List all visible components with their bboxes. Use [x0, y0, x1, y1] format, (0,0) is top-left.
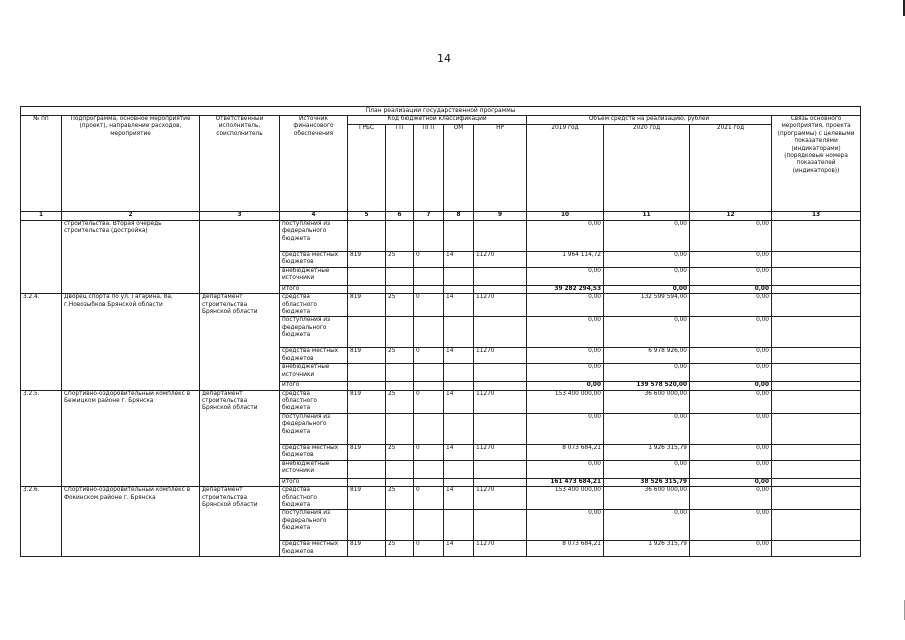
- grbs-code: 819: [348, 252, 386, 268]
- responsible-executor: департамент строительства Брянской области: [200, 390, 280, 486]
- amount-2019: 0,00: [527, 510, 604, 541]
- indicator-link: [772, 444, 861, 460]
- indicator-link: [772, 510, 861, 541]
- grbs-code: [348, 510, 386, 541]
- activity-name: Спортивно-оздоровительный комплекс в Бежицком районе г. Брянска: [62, 390, 200, 486]
- nr-code: 11270: [474, 390, 527, 413]
- amount-2019: 153 400 000,00: [527, 487, 604, 510]
- gp-code: 25: [386, 252, 414, 268]
- om-code: [444, 285, 474, 293]
- om-code: [444, 510, 474, 541]
- pgp-code: [414, 221, 444, 252]
- nr-code: 11270: [474, 294, 527, 317]
- column-numbers-row: [21, 212, 861, 221]
- gp-code: 25: [386, 390, 414, 413]
- pgp-code: [414, 285, 444, 293]
- gp-code: [386, 382, 414, 390]
- amount-2021: 0,00: [690, 221, 772, 252]
- header-nr: НР: [474, 125, 527, 212]
- funding-source: средства областного бюджета: [280, 487, 348, 510]
- amount-2021: 0,00: [690, 487, 772, 510]
- grbs-code: 819: [348, 444, 386, 460]
- amount-2021: 0,00: [690, 444, 772, 460]
- nr-code: 11270: [474, 487, 527, 510]
- funding-source: поступления из федерального бюджета: [280, 317, 348, 348]
- table-row: [21, 221, 861, 252]
- amount-2020: 0,00: [604, 317, 690, 348]
- column-number: 12: [690, 212, 772, 221]
- nr-code: 11270: [474, 252, 527, 268]
- grbs-code: 819: [348, 541, 386, 557]
- total-2019: 0,00: [527, 382, 604, 390]
- funding-source: поступления из федерального бюджета: [280, 413, 348, 444]
- nr-code: [474, 413, 527, 444]
- amount-2019: 0,00: [527, 364, 604, 382]
- amount-2020: 0,00: [604, 221, 690, 252]
- amount-2021: 0,00: [690, 541, 772, 557]
- grbs-code: [348, 317, 386, 348]
- amount-2021: 0,00: [690, 510, 772, 541]
- amount-2021: 0,00: [690, 364, 772, 382]
- om-code: [444, 478, 474, 486]
- grbs-code: [348, 364, 386, 382]
- indicator-link: [772, 364, 861, 382]
- nr-code: [474, 460, 527, 478]
- grbs-code: [348, 460, 386, 478]
- pgp-code: 0: [414, 348, 444, 364]
- header-grbs: ГРБС: [348, 125, 386, 212]
- gp-code: [386, 510, 414, 541]
- indicator-link: [772, 294, 861, 317]
- total-2021: 0,00: [690, 285, 772, 293]
- om-code: [444, 460, 474, 478]
- amount-2019: 0,00: [527, 317, 604, 348]
- nr-code: 11270: [474, 541, 527, 557]
- amount-2019: 8 073 684,21: [527, 444, 604, 460]
- indicator-link: [772, 382, 861, 390]
- grbs-code: [348, 221, 386, 252]
- row-number: 3.2.4.: [21, 294, 62, 390]
- column-number: 5: [348, 212, 386, 221]
- amount-2021: 0,00: [690, 390, 772, 413]
- gp-code: 25: [386, 487, 414, 510]
- page-number: 14: [437, 52, 451, 65]
- amount-2020: 36 600 000,00: [604, 487, 690, 510]
- total-label: итого: [280, 382, 348, 390]
- gp-code: [386, 413, 414, 444]
- pgp-code: [414, 460, 444, 478]
- header-executor: Ответственный исполнитель, соисполнитель: [200, 116, 280, 212]
- om-code: [444, 267, 474, 285]
- pgp-code: 0: [414, 541, 444, 557]
- responsible-executor: [200, 221, 280, 294]
- column-number: 8: [444, 212, 474, 221]
- nr-code: [474, 364, 527, 382]
- grbs-code: [348, 382, 386, 390]
- funding-source: внебюджетные источники: [280, 460, 348, 478]
- indicator-link: [772, 487, 861, 510]
- nr-code: [474, 267, 527, 285]
- grbs-code: 819: [348, 348, 386, 364]
- pgp-code: [414, 382, 444, 390]
- total-label: итого: [280, 285, 348, 293]
- grbs-code: [348, 267, 386, 285]
- amount-2020: 0,00: [604, 252, 690, 268]
- amount-2021: 0,00: [690, 348, 772, 364]
- pgp-code: [414, 510, 444, 541]
- header-2020: 2020 год: [604, 125, 690, 212]
- grbs-code: 819: [348, 294, 386, 317]
- total-2020: 139 578 520,00: [604, 382, 690, 390]
- pgp-code: [414, 317, 444, 348]
- grbs-code: [348, 413, 386, 444]
- funding-source: поступления из федерального бюджета: [280, 510, 348, 541]
- grbs-code: [348, 478, 386, 486]
- header-2019: 2019 год: [527, 125, 604, 212]
- om-code: [444, 221, 474, 252]
- header-om: ОМ: [444, 125, 474, 212]
- amount-2021: 0,00: [690, 413, 772, 444]
- row-number: [21, 221, 62, 294]
- amount-2020: 0,00: [604, 510, 690, 541]
- gp-code: [386, 364, 414, 382]
- total-label: итого: [280, 478, 348, 486]
- total-2020: 38 526 315,79: [604, 478, 690, 486]
- indicator-link: [772, 317, 861, 348]
- gp-code: 25: [386, 541, 414, 557]
- amount-2019: 0,00: [527, 294, 604, 317]
- table-title: План реализации государственной программы: [21, 107, 861, 116]
- funding-source: средства местных бюджетов: [280, 444, 348, 460]
- nr-code: [474, 510, 527, 541]
- funding-source: внебюджетные источники: [280, 267, 348, 285]
- header-link: Связь основного мероприятия, проекта (программы) с целевыми показателями (индикаторами) (порядковые номера показателей (индикаторов)): [772, 116, 861, 212]
- column-number: 13: [772, 212, 861, 221]
- amount-2021: 0,00: [690, 267, 772, 285]
- gp-code: [386, 267, 414, 285]
- column-number: 7: [414, 212, 444, 221]
- amount-2020: 6 978 926,00: [604, 348, 690, 364]
- nr-code: [474, 478, 527, 486]
- amount-2020: 0,00: [604, 364, 690, 382]
- header-budget-code: Код бюджетной классификации: [348, 116, 527, 125]
- gp-code: [386, 285, 414, 293]
- amount-2019: 0,00: [527, 267, 604, 285]
- activity-name: Спортивно-оздоровительный комплекс в Фокинском районе г. Брянска: [62, 487, 200, 557]
- header-subprogram: Подпрограмма, основное мероприятие (проект), направление расходов, мероприятие: [62, 116, 200, 212]
- amount-2021: 0,00: [690, 460, 772, 478]
- activity-name: Дворец спорта по ул. Гагарина, 8а, г.Новозыбков Брянской области: [62, 294, 200, 390]
- gp-code: [386, 317, 414, 348]
- amount-2019: 0,00: [527, 460, 604, 478]
- column-number: 9: [474, 212, 527, 221]
- om-code: 14: [444, 444, 474, 460]
- header-gp: ГП: [386, 125, 414, 212]
- pgp-code: [414, 478, 444, 486]
- column-number: 10: [527, 212, 604, 221]
- table-row: [21, 487, 861, 510]
- header-pgp: ПГП: [414, 125, 444, 212]
- grbs-code: 819: [348, 487, 386, 510]
- om-code: 14: [444, 390, 474, 413]
- pgp-code: 0: [414, 444, 444, 460]
- activity-name: строительства. Вторая очередь строительства (достройка): [62, 221, 200, 294]
- column-number: 6: [386, 212, 414, 221]
- total-2021: 0,00: [690, 478, 772, 486]
- indicator-link: [772, 390, 861, 413]
- om-code: [444, 413, 474, 444]
- indicator-link: [772, 541, 861, 557]
- pgp-code: [414, 267, 444, 285]
- plan-table: [20, 106, 861, 557]
- nr-code: [474, 221, 527, 252]
- indicator-link: [772, 221, 861, 252]
- amount-2021: 0,00: [690, 317, 772, 348]
- indicator-link: [772, 252, 861, 268]
- pgp-code: 0: [414, 390, 444, 413]
- indicator-link: [772, 460, 861, 478]
- funding-source: средства местных бюджетов: [280, 252, 348, 268]
- om-code: 14: [444, 252, 474, 268]
- grbs-code: [348, 285, 386, 293]
- om-code: 14: [444, 348, 474, 364]
- nr-code: [474, 382, 527, 390]
- table-row: [21, 390, 861, 413]
- amount-2019: 1 964 114,72: [527, 252, 604, 268]
- amount-2020: 132 599 594,00: [604, 294, 690, 317]
- amount-2019: 8 073 684,21: [527, 541, 604, 557]
- amount-2020: 0,00: [604, 267, 690, 285]
- gp-code: 25: [386, 348, 414, 364]
- column-number: 4: [280, 212, 348, 221]
- indicator-link: [772, 267, 861, 285]
- header-source: Источник финансового обеспечения: [280, 116, 348, 212]
- amount-2020: 36 600 000,00: [604, 390, 690, 413]
- om-code: 14: [444, 487, 474, 510]
- amount-2021: 0,00: [690, 252, 772, 268]
- om-code: 14: [444, 541, 474, 557]
- funding-source: внебюджетные источники: [280, 364, 348, 382]
- pgp-code: [414, 413, 444, 444]
- nr-code: [474, 285, 527, 293]
- nr-code: 11270: [474, 444, 527, 460]
- funding-source: средства областного бюджета: [280, 390, 348, 413]
- pgp-code: 0: [414, 252, 444, 268]
- column-number: 11: [604, 212, 690, 221]
- header-2021: 2021 год: [690, 125, 772, 212]
- amount-2019: 0,00: [527, 413, 604, 444]
- amount-2021: 0,00: [690, 294, 772, 317]
- total-2020: 0,00: [604, 285, 690, 293]
- om-code: [444, 364, 474, 382]
- amount-2019: 0,00: [527, 348, 604, 364]
- funding-source: средства местных бюджетов: [280, 541, 348, 557]
- indicator-link: [772, 478, 861, 486]
- om-code: 14: [444, 294, 474, 317]
- pgp-code: 0: [414, 294, 444, 317]
- row-number: 3.2.5.: [21, 390, 62, 486]
- nr-code: 11270: [474, 348, 527, 364]
- column-number: 1: [21, 212, 62, 221]
- plan-table-container: [20, 106, 860, 598]
- pgp-code: [414, 364, 444, 382]
- amount-2019: 153 400 000,00: [527, 390, 604, 413]
- header-num: № пп: [21, 116, 62, 212]
- column-number: 3: [200, 212, 280, 221]
- total-2021: 0,00: [690, 382, 772, 390]
- om-code: [444, 382, 474, 390]
- total-2019: 39 282 294,53: [527, 285, 604, 293]
- amount-2020: 1 926 315,79: [604, 444, 690, 460]
- gp-code: [386, 460, 414, 478]
- indicator-link: [772, 348, 861, 364]
- funding-source: средства областного бюджета: [280, 294, 348, 317]
- amount-2019: 0,00: [527, 221, 604, 252]
- amount-2020: 0,00: [604, 413, 690, 444]
- amount-2020: 1 926 315,79: [604, 541, 690, 557]
- header-volume: Объём средств на реализацию, рублей: [527, 116, 772, 125]
- gp-code: [386, 221, 414, 252]
- amount-2020: 0,00: [604, 460, 690, 478]
- funding-source: поступления из федерального бюджета: [280, 221, 348, 252]
- table-row: [21, 294, 861, 317]
- gp-code: 25: [386, 444, 414, 460]
- responsible-executor: департамент строительства Брянской области: [200, 294, 280, 390]
- indicator-link: [772, 413, 861, 444]
- gp-code: 25: [386, 294, 414, 317]
- gp-code: [386, 478, 414, 486]
- column-number: 2: [62, 212, 200, 221]
- nr-code: [474, 317, 527, 348]
- row-number: 3.2.6.: [21, 487, 62, 557]
- om-code: [444, 317, 474, 348]
- total-2019: 161 473 684,21: [527, 478, 604, 486]
- indicator-link: [772, 285, 861, 293]
- grbs-code: 819: [348, 390, 386, 413]
- funding-source: средства местных бюджетов: [280, 348, 348, 364]
- responsible-executor: департамент строительства Брянской области: [200, 487, 280, 557]
- pgp-code: 0: [414, 487, 444, 510]
